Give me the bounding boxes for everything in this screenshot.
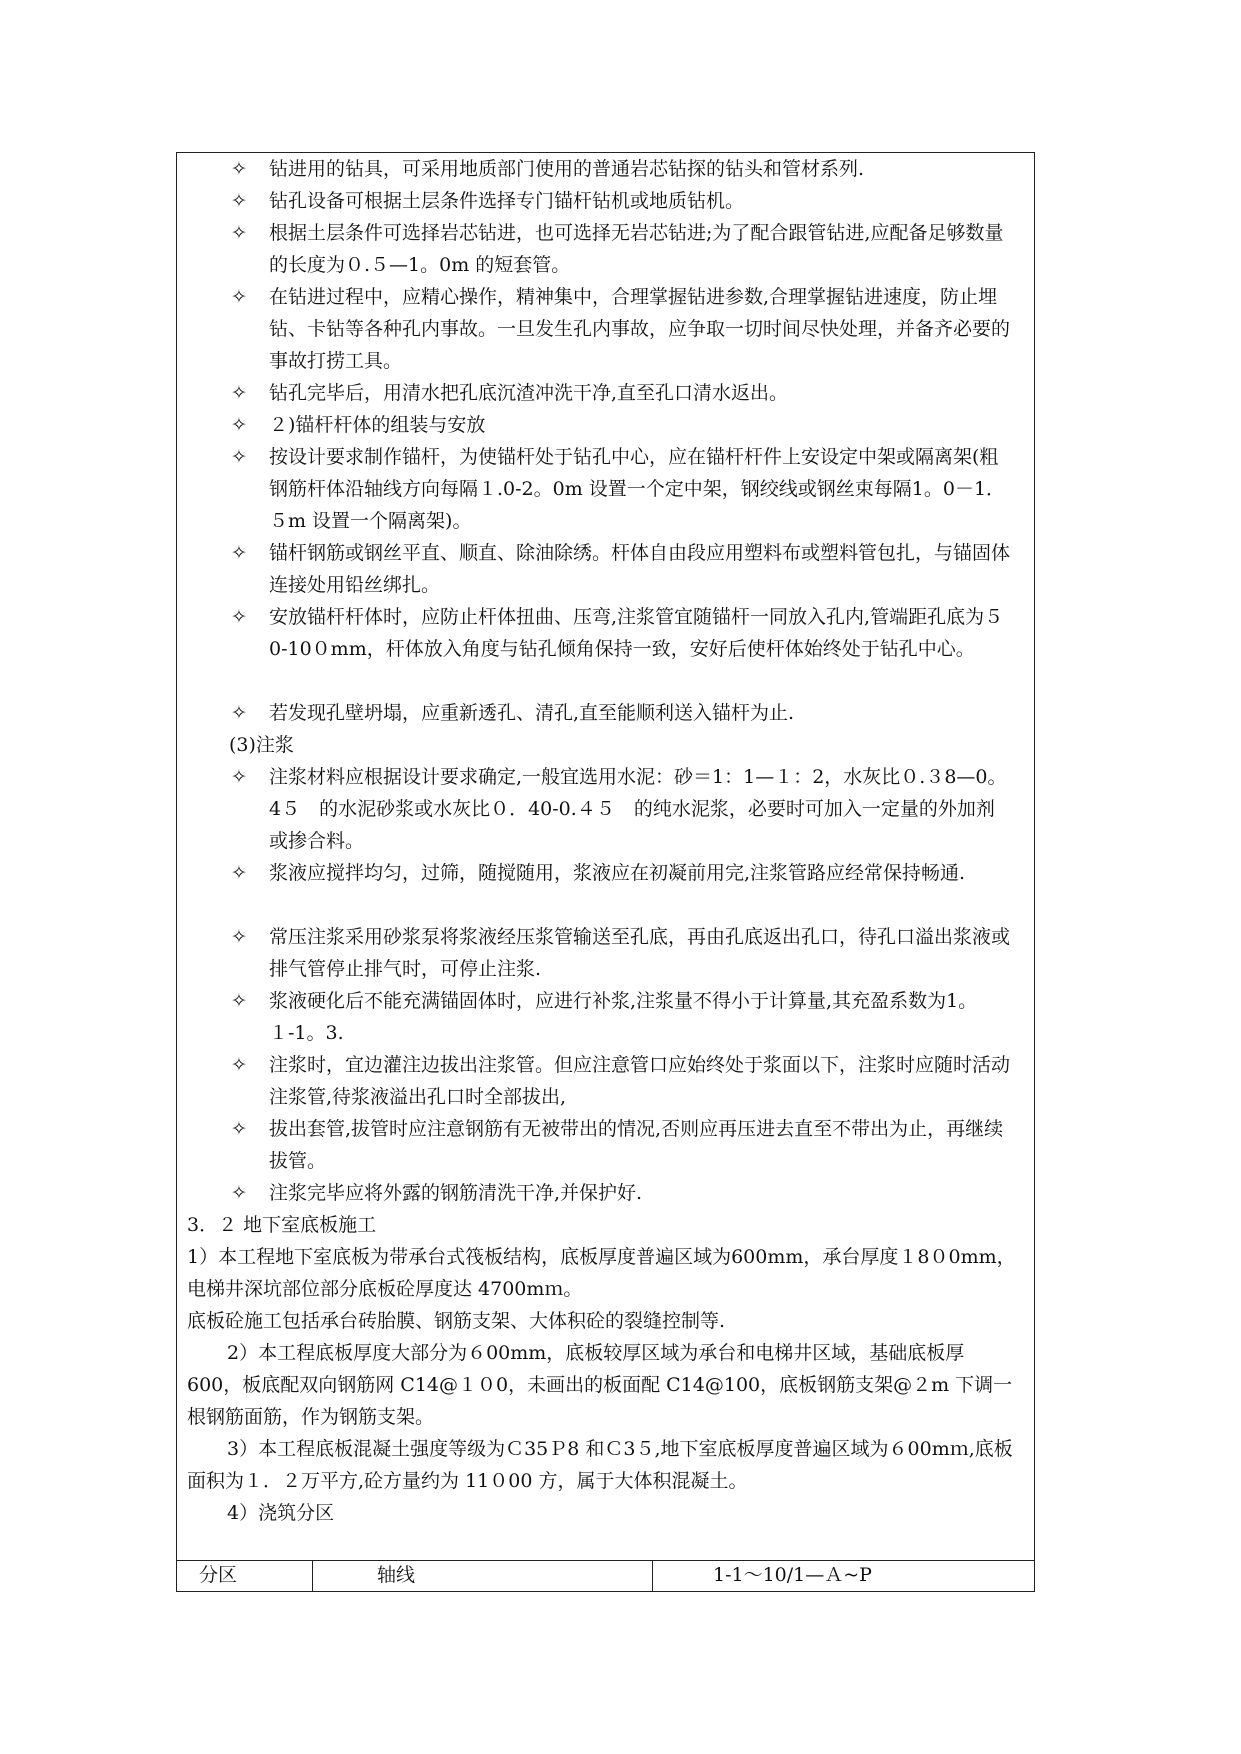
list-item [231, 1049, 1012, 1113]
subsection-heading: (3)注浆 [229, 734, 294, 756]
list-item-text: 钻孔设备可根据土层条件选择专门锚杆钻机或地质钻机。 [269, 190, 745, 212]
document-frame [176, 152, 1035, 1592]
list-item [231, 377, 1012, 409]
list-item-text: 浆液硬化后不能充满锚固体时，应进行补浆,注浆量不得小于计算量,其充盈系数为1。１-1。3. [269, 990, 978, 1044]
list-item [231, 1177, 1012, 1209]
list-item [231, 153, 1012, 185]
list-item [231, 697, 1012, 729]
diamond-bullet-icon: ✧ [231, 606, 247, 628]
list-item-text: 钻孔完毕后，用清水把孔底沉渣冲洗干净,直至孔口清水返出。 [269, 382, 789, 404]
list-item [231, 409, 1012, 441]
list-item-text: 注浆材料应根据设计要求确定,一般宜选用水泥：砂＝1：1—１：2，水灰比０.３8—0。4５ 的水泥砂浆或水灰比０．40-0.４５ 的纯水泥浆，必要时可加入一定量的外加剂或掺合料。 [269, 766, 1007, 852]
diamond-bullet-icon: ✧ [231, 190, 247, 212]
paragraph: 3）本工程底板混凝土强度等级为Ｃ35Ｐ8 和Ｃ3５,地下室底板厚度普遍区域为６00mｍ,底板面积为１．２万平方,砼方量约为 11０00 方，属于大体积混凝土。 [187, 1438, 1013, 1492]
list-item [231, 441, 1012, 537]
section-heading: 3．２ 地下室底板施工 [187, 1214, 377, 1236]
list-item-text: 常压注浆采用砂浆泵将浆液经压浆管输送至孔底，再由孔底返出孔口，待孔口溢出浆液或排气管停止排气时，可停止注浆. [269, 926, 1011, 980]
diamond-bullet-icon: ✧ [231, 862, 247, 884]
diamond-bullet-icon: ✧ [231, 286, 247, 308]
paragraph: 底板砼施工包括承台砖胎膜、钢筋支架、大体积砼的裂缝控制等. [187, 1310, 726, 1332]
list-item [231, 985, 1012, 1049]
list-item [231, 761, 1012, 857]
list-item [231, 281, 1012, 377]
list-item-text: 在钻进过程中，应精心操作，精神集中，合理掌握钻进参数,合理掌握钻进速度，防止埋钻、卡钻等各种孔内事故。一旦发生孔内事故，应争取一切时间尽快处理，并备齐必要的事故打捞工具。 [269, 286, 1011, 372]
list-item-text: 浆液应搅拌均匀，过筛，随搅随用，浆液应在初凝前用完,注浆管路应经常保持畅通. [269, 862, 966, 884]
diamond-bullet-icon: ✧ [231, 158, 247, 180]
table-cell-zone: 分区 [177, 1561, 313, 1591]
list-item-text: 注浆完毕应将外露的钢筋清洗干净,并保护好. [269, 1182, 643, 1204]
diamond-bullet-icon: ✧ [231, 702, 247, 724]
diamond-bullet-icon: ✧ [231, 414, 247, 436]
diamond-bullet-icon: ✧ [231, 1182, 247, 1204]
list-item [231, 1113, 1012, 1177]
table-cell-axis-label: 轴线 [313, 1561, 653, 1591]
diamond-bullet-icon: ✧ [231, 990, 247, 1012]
list-item-text: 若发现孔壁坍塌，应重新透孔、清孔,直至能顺利送入锚杆为止. [269, 702, 795, 724]
paragraph: 4）浇筑分区 [227, 1502, 335, 1524]
list-item-text: 锚杆钢筋或钢丝平直、顺直、除油除绣。杆体自由段应用塑料布或塑料管包扎，与锚固体连接处用铅丝绑扎。 [269, 542, 1011, 596]
diamond-bullet-icon: ✧ [231, 222, 247, 244]
diamond-bullet-icon: ✧ [231, 446, 247, 468]
list-item-text: 注浆时，宜边灌注边拔出注浆管。但应注意管口应始终处于浆面以下，注浆时应随时活动注浆管,待浆液溢出孔口时全部拔出, [269, 1054, 1011, 1108]
list-item-text: 根据土层条件可选择岩芯钻进，也可选择无岩芯钻进;为了配合跟管钻进,应配备足够数量的长度为０.５—1。0m 的短套管。 [269, 222, 1004, 276]
list-item-text: 拔出套管,拔管时应注意钢筋有无被带出的情况,否则应再压进去直至不带出为止，再继续拔管。 [269, 1118, 1004, 1172]
diamond-bullet-icon: ✧ [231, 542, 247, 564]
list-item [231, 921, 1012, 985]
list-item [231, 857, 1012, 889]
diamond-bullet-icon: ✧ [231, 926, 247, 948]
paragraph: 1）本工程地下室底板为带承台式筏板结构，底板厚度普遍区域为600mm，承台厚度１8０0mm，电梯井深坑部位部分底板砼厚度达 4700mｍ。 [187, 1246, 1016, 1300]
list-item [231, 217, 1012, 281]
diamond-bullet-icon: ✧ [231, 382, 247, 404]
list-item [231, 537, 1012, 601]
list-item-text: ２)锚杆杆体的组装与安放 [269, 414, 486, 436]
pour-zone-table-row [177, 1560, 1034, 1591]
list-item-text: 按设计要求制作锚杆，为使锚杆处于钻孔中心，应在锚杆杆件上安设定中架或隔离架(粗钢筋杆体沿轴线方向每隔１.0-2。0m 设置一个定中架，钢绞线或钢丝束每隔1。0－1．５m 设置一个隔离架)。 [269, 446, 1006, 532]
list-item-text: 钻进用的钻具，可采用地质部门使用的普通岩芯钻探的钻头和管材系列. [269, 158, 865, 180]
list-item [231, 185, 1012, 217]
table-cell-axis-value: 1-1～10/1—Ａ~P [713, 1564, 872, 1586]
list-item [231, 601, 1012, 665]
list-item-text: 安放锚杆杆体时，应防止杆体扭曲、压弯,注浆管宜随锚杆一同放入孔内,管端距孔底为５0-10０mm，杆体放入角度与钻孔倾角保持一致，安好后使杆体始终处于钻孔中心。 [269, 606, 1004, 660]
paragraph: 2）本工程底板厚度大部分为６00mm，底板较厚区域为承台和电梯井区域，基础底板厚 600，板底配双向钢筋网 C14@１０0，未画出的板面配 C14@100，底板钢筋支架@２m 下调一根钢筋面筋，作为钢筋支架。 [187, 1342, 1013, 1428]
diamond-bullet-icon: ✧ [231, 1054, 247, 1076]
diamond-bullet-icon: ✧ [231, 766, 247, 788]
diamond-bullet-icon: ✧ [231, 1118, 247, 1140]
